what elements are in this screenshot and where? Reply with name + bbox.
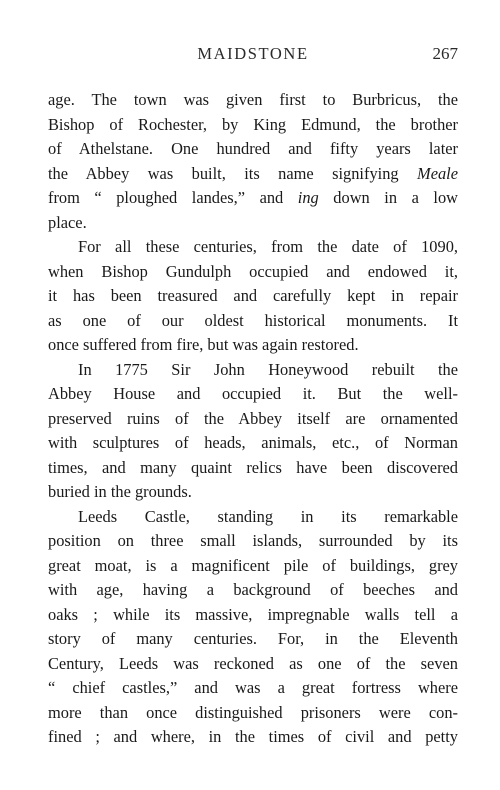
text-line: of Athelstane. One hundred and fifty years later xyxy=(48,139,458,158)
text-line: buried in the grounds. xyxy=(48,482,192,501)
text-line: once suffered from fire, but was again restored. xyxy=(48,335,359,354)
text-line: with sculptures of heads, animals, etc., of Norman xyxy=(48,433,458,452)
running-title: MAIDSTONE xyxy=(197,44,309,63)
text-line: as one of our oldest historical monuments. It xyxy=(48,310,458,330)
text-line: story of many centuries. For, in the Eleventh xyxy=(48,629,458,648)
text-line: times, and many quaint relics have been discovered xyxy=(48,457,458,477)
text-line: when Bishop Gundulph occupied and endowed it, xyxy=(48,261,458,281)
text-line: the Abbey was built, its name signifying Meale xyxy=(48,163,458,183)
text-line: preserved ruins of the Abbey itself are ornamented xyxy=(48,408,458,428)
text-line: it has been treasured and carefully kept in repair xyxy=(48,286,458,305)
text-line: with age, having a background of beeches and xyxy=(48,580,458,599)
text-line: Bishop of Rochester, by King Edmund, the brother xyxy=(48,114,458,134)
text-line: more than once distinguished prisoners were con- xyxy=(48,702,458,722)
text-line: In 1775 Sir John Honeywood rebuilt the xyxy=(78,359,458,379)
text-line: For all these centuries, from the date of 1090, xyxy=(78,237,458,256)
page-number: 267 xyxy=(432,44,458,63)
text-line: age. The town was given first to Burbricus, the xyxy=(48,90,458,109)
text-line: “ chief castles,” and was a great fortress where xyxy=(48,678,458,697)
text-line: place. xyxy=(48,212,87,232)
body-text xyxy=(48,88,458,750)
text-line: Century, Leeds was reckoned as one of the seven xyxy=(48,653,458,673)
text-line: Abbey House and occupied it. But the well- xyxy=(48,384,458,403)
italic-word: ing xyxy=(297,188,319,207)
italic-word: Meale xyxy=(417,163,458,183)
text-line: from “ ploughed landes,” and ing down in a low xyxy=(48,188,458,207)
text-line: great moat, is a magnificent pile of buildings, grey xyxy=(48,555,458,575)
text-line: Leeds Castle, standing in its remarkable xyxy=(78,506,458,526)
running-head xyxy=(48,44,458,68)
text-line: fined ; and where, in the times of civil and petty xyxy=(48,727,458,746)
text-line: position on three small islands, surrounded by its xyxy=(48,531,458,550)
text-line: oaks ; while its massive, impregnable walls tell a xyxy=(48,604,458,624)
